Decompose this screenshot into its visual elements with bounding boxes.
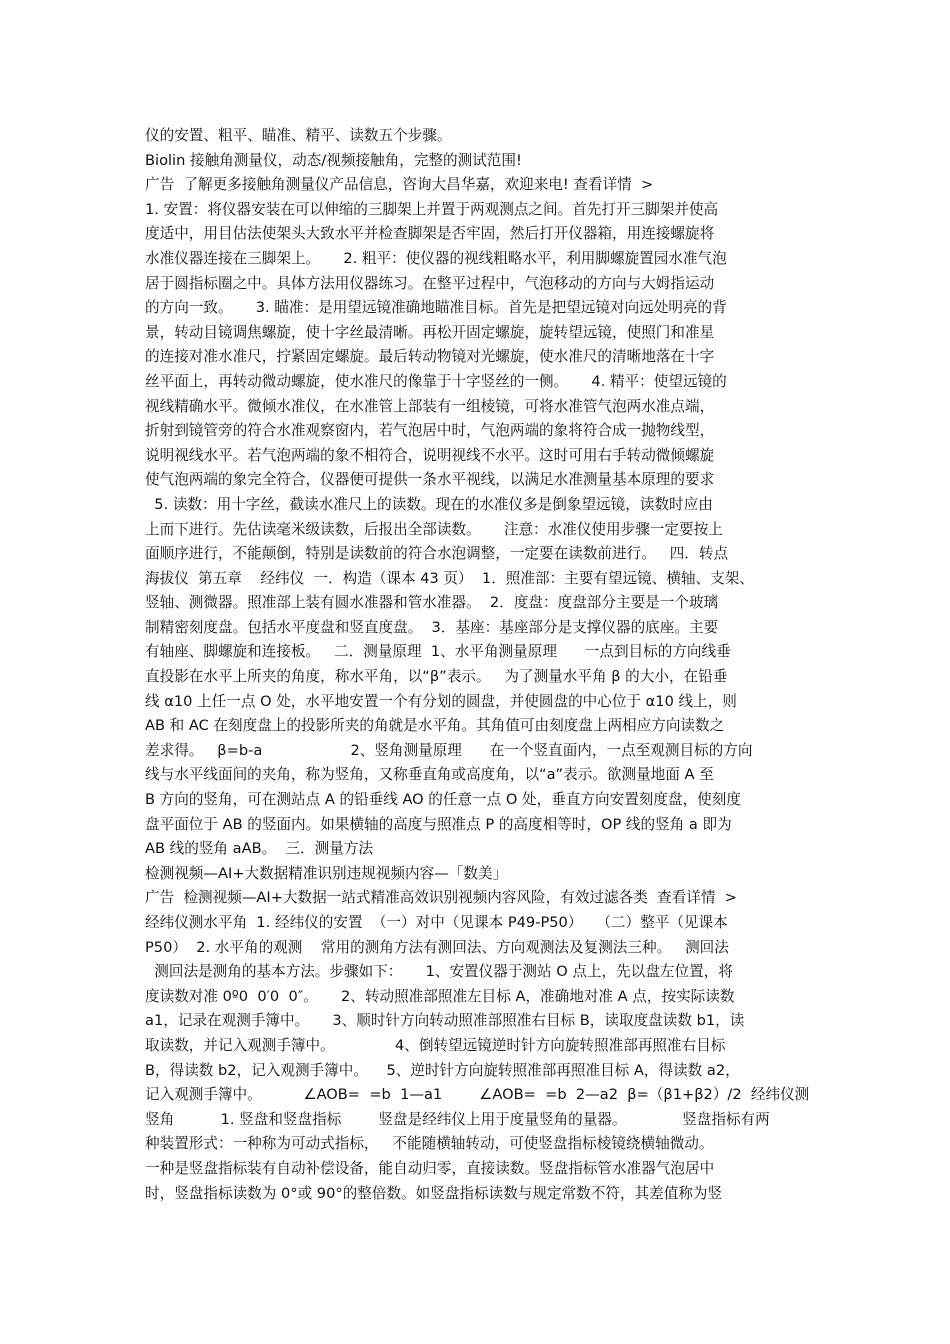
text-line: 说明视线水平。若气泡两端的象不相符合，说明视线不水平。这时可用右手转动微倾螺旋 bbox=[145, 446, 715, 464]
text-line: 竖轴、测微器。照准部上装有圆水准器和管水准器。 2．度盘：度盘部分主要是一个玻璃 bbox=[145, 594, 719, 612]
text-line: 线与水平线面间的夹角，称为竖角，又称垂直角或高度角，以“a”表示。欲测量地面 A 至 bbox=[145, 766, 714, 784]
text-line: 折射到镜管旁的符合水准观察窗内，若气泡居中时，气泡两端的象将符合成一抛物线型， bbox=[145, 422, 715, 440]
ad-headline-contact-angle[interactable]: Biolin 接触角测量仪，动态/视频接触角，完整的测试范围! bbox=[145, 151, 522, 169]
text-line: 视线精确水平。微倾水准仪，在水准管上部装有一组棱镜，可将水准管气泡两水准点端， bbox=[145, 397, 715, 415]
text-line: 直投影在水平上所夹的角度，称水平角，以“β”表示。 为了测量水平角 β 的大小，在铅垂 bbox=[145, 668, 728, 686]
text-line: 竖角 1. 竖盘和竖盘指标 竖盘是经纬仪上用于度量竖角的量器。 竖盘指标有两 bbox=[145, 1110, 770, 1128]
text-line: 种装置形式：一种称为可动式指标， 不能随横轴转动，可使竖盘指标棱镜绕横轴微动。 bbox=[145, 1135, 714, 1153]
text-line: 水准仪器连接在三脚架上。 2. 粗平：使仪器的视线粗略水平，利用脚螺旋置园水准气泡 bbox=[145, 249, 727, 267]
ad-line-video-detection[interactable]: 广告 检测视频—AI+大数据一站式精准高效识别视频内容风险，有效过滤各类 查看详情 > bbox=[145, 889, 737, 907]
text-line: P50） 2. 水平角的观测 常用的测角方法有测回法、方向观测法及复测法三种。 测回法 bbox=[145, 938, 729, 956]
document-page bbox=[145, 124, 813, 1206]
text-line: B，得读数 b2，记入观测手簿中。 5、逆时针方向旋转照准部再照准目标 A，得读数 a2， bbox=[145, 1061, 740, 1079]
text-line: 一种是竖盘指标装有自动补偿设备，能自动归零，直接读数。竖盘指标管水准器气泡居中 bbox=[145, 1159, 715, 1177]
text-line: 有轴座、脚螺旋和连接板。 二．测量原理 1、水平角测量原理 一点到目标的方向线垂 bbox=[145, 643, 731, 661]
text-line: 制精密刻度盘。包括水平度盘和竖直度盘。 3．基座：基座部分是支撑仪器的底座。主要 bbox=[145, 618, 719, 636]
text-line: 的方向一致。 3. 瞄准：是用望远镜准确地瞄准目标。首先是把望远镜对向远处明亮的背 bbox=[145, 299, 727, 317]
text-line: 5. 读数：用十字丝，截读水准尺上的读数。现在的水准仪多是倒象望远镜，读数时应由 bbox=[145, 495, 713, 513]
text-line: 取读数，并记入观测手簿中。 4、倒转望远镜逆时针方向旋转照准部再照准右目标 bbox=[145, 1036, 726, 1054]
text-line: 测回法是测角的基本方法。步骤如下： 1、安置仪器于测站 O 点上，先以盘左位置，将 bbox=[145, 963, 733, 981]
text-line: 海拔仪 第五章 经纬仪 一．构造（课本 43 页） 1．照准部：主要有望远镜、横轴、支架、 bbox=[145, 569, 754, 587]
ad-headline-video-detection[interactable]: 检测视频—AI+大数据精准识别违规视频内容—「数美」 bbox=[145, 864, 508, 882]
text-line: 使气泡两端的象完全符合，仪器便可提供一条水平视线，以满足水准测量基本原理的要求 bbox=[145, 471, 715, 489]
text-line: 1. 安置：将仪器安装在可以伸缩的三脚架上并置于两观测点之间。首先打开三脚架并使高 bbox=[145, 200, 719, 218]
text-line: B 方向的竖角，可在测站点 A 的铅垂线 AO 的任意一点 O 处，垂直方向安置刻度盘，使刻度 bbox=[145, 791, 741, 809]
text-line: a1，记录在观测手簿中。 3、顺时针方向转动照准部照准右目标 B，读取度盘读数 b1，读 bbox=[145, 1012, 745, 1030]
ad-line-contact-angle[interactable]: 广告 了解更多接触角测量仪产品信息，咨询大昌华嘉，欢迎来电! 查看详情 > bbox=[145, 176, 654, 194]
text-line: 仪的安置、粗平、瞄准、精平、读数五个步骤。 bbox=[145, 127, 452, 144]
text-line: 面顺序进行，不能颠倒，特别是读数前的符合水泡调整，一定要在读数前进行。 四．转点 bbox=[145, 545, 729, 563]
text-line: 盘平面位于 AB 的竖面内。如果横轴的高度与照准点 P 的高度相等时，OP 线的竖角 a 即为 bbox=[145, 815, 732, 833]
text-line: 度适中，用目估法使架头大致水平并检查脚架是否牢固，然后打开仪器箱，用连接螺旋将 bbox=[145, 225, 715, 243]
text-line: AB 线的竖角 aAB。 三．测量方法 bbox=[145, 840, 374, 858]
text-line: 的连接对准水准尺，拧紧固定螺旋。最后转动物镜对光螺旋，使水准尺的清晰地落在十字 bbox=[145, 348, 715, 366]
text-line: 线 α10 上任一点 O 处，水平地安置一个有分划的圆盘，并使圆盘的中心位于 α10 线上，则 bbox=[145, 692, 737, 710]
text-line: 居于圆指标圈之中。具体方法用仪器练习。在整平过程中，气泡移动的方向与大姆指运动 bbox=[145, 274, 715, 292]
text-line: 上而下进行。先估读毫米级读数，后报出全部读数。 注意：水准仪使用步骤一定要按上 bbox=[145, 520, 723, 538]
text-line: 景，转动目镜调焦螺旋，使十字丝最清晰。再松开固定螺旋，旋转望远镜，使照门和准星 bbox=[145, 323, 715, 341]
text-line: 差求得。 β=b-a 2、竖角测量原理 在一个竖直面内，一点至观测目标的方向 bbox=[145, 741, 753, 759]
text-line: 度读数对准 0º0 0′0 0″。 2、转动照准部照准左目标 A，准确地对准 A 点，按实际读数 bbox=[145, 987, 735, 1005]
text-line: 记入观测手簿中。 ∠AOB= =b 1—a1 ∠AOB= =b 2—a2 β=（β1+β2）/2 经纬仪测 bbox=[145, 1086, 810, 1104]
text-line: 经纬仪测水平角 1. 经纬仪的安置 （一）对中（见课本 P49-P50） （二）整平（见课本 bbox=[145, 914, 728, 931]
text-line: AB 和 AC 在刻度盘上的投影所夹的角就是水平角。其角值可由刻度盘上两相应方向读数之 bbox=[145, 717, 725, 735]
text-line: 丝平面上，再转动微动螺旋，使水准尺的像靠于十字竖丝的一侧。 4. 精平：使望远镜的 bbox=[145, 372, 727, 390]
text-line: 时，竖盘指标读数为 0°或 90°的整倍数。如竖盘指标读数与规定常数不符，其差值称为竖 bbox=[145, 1184, 723, 1202]
